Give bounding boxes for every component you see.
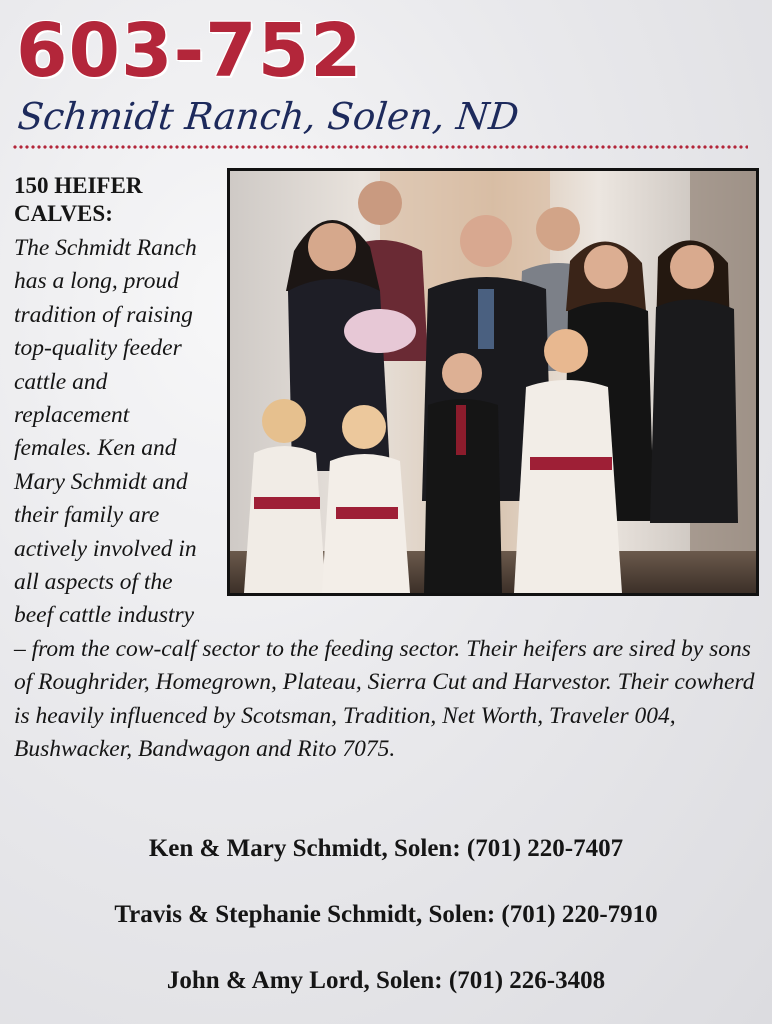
contact-travis-stephanie-schmidt: Travis & Stephanie Schmidt, Solen: (701) 220-7910 bbox=[114, 901, 658, 928]
listing-heading bbox=[14, 172, 204, 228]
listing-description-block bbox=[14, 232, 759, 767]
heading-line-1: 150 HEIFER bbox=[14, 173, 143, 198]
dotted-divider bbox=[12, 145, 748, 149]
heading-line-2: CALVES: bbox=[14, 201, 113, 226]
family-photo bbox=[227, 168, 759, 596]
ranch-name: Schmidt Ranch, Solen, ND bbox=[15, 95, 521, 138]
family-photo-illustration bbox=[230, 171, 756, 593]
lot-number: 603-752 bbox=[16, 8, 363, 94]
contact-john-amy-lord: John & Amy Lord, Solen: (701) 226-3408 bbox=[166, 967, 606, 994]
contact-ken-mary-schmidt: Ken & Mary Schmidt, Solen: (701) 220-7407 bbox=[148, 835, 624, 862]
listing-description: The Schmidt Ranch has a long, proud tradition of raising top-quality feeder cattle and replacement females. Ken and Mary Schmidt and their family are actively involved in all aspects of the beef cattle industry – from the cow-calf sector to the feeding sector. Their heifers are sired by sons of Roughrider, Homegrown, Plateau, Sierra Cut and Harvestor. Their cowherd is heavily influenced by Scotsman, Tradition, Net Worth, Traveler 004, Bushwacker, Bandwagon and Rito 7075. bbox=[14, 235, 755, 763]
adult-woman-right-2 bbox=[650, 240, 738, 523]
